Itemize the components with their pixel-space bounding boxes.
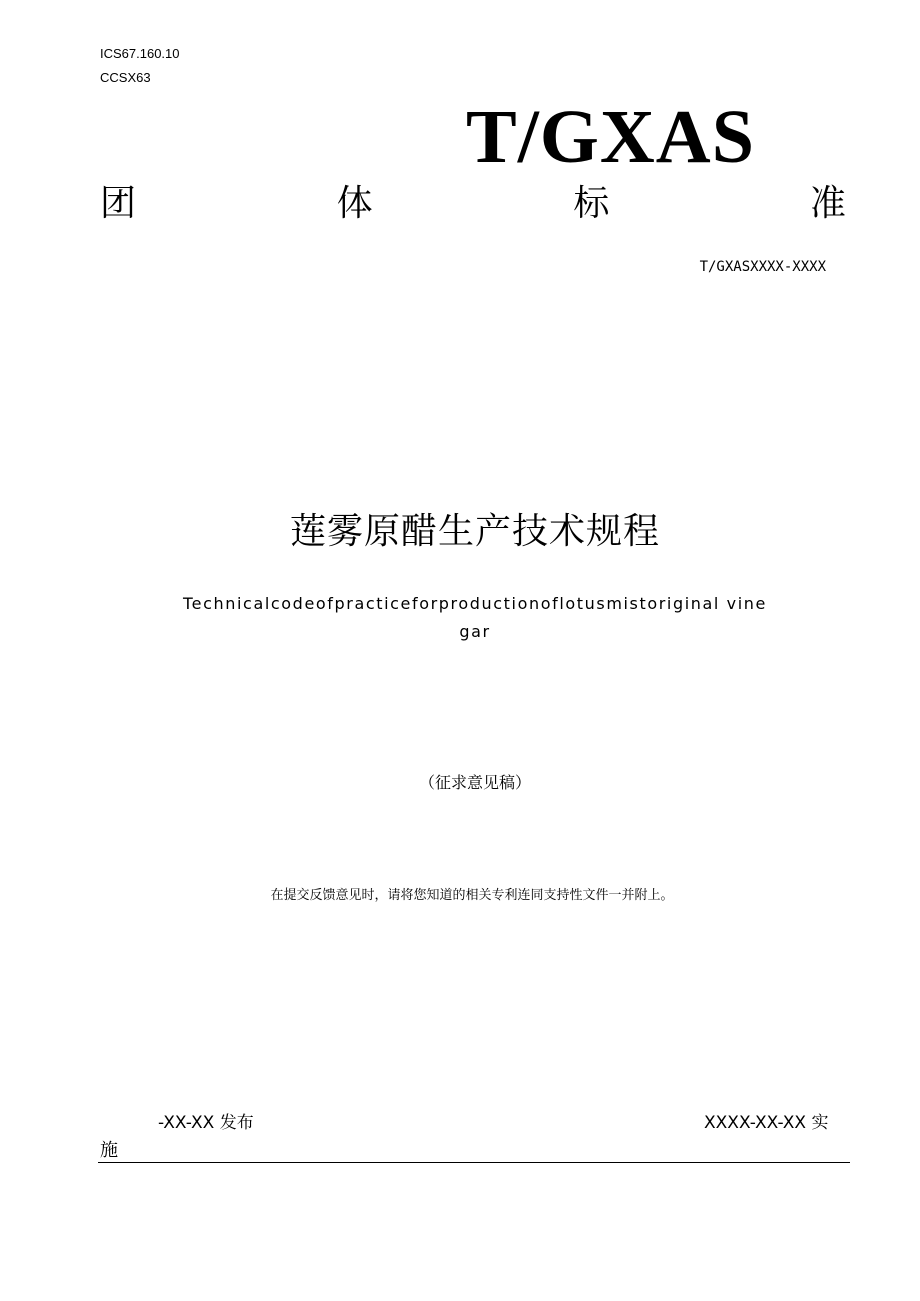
implement-date-wrap: 施 [100, 1140, 118, 1161]
standard-type-char: 准 [809, 183, 846, 224]
standard-type-char: 体 [336, 183, 373, 224]
patent-notice: 在提交反馈意见时，请将您知道的相关专利连同支持性文件一并附上。 [270, 888, 674, 903]
draft-label: （征求意见稿） [418, 773, 531, 792]
ics-code: ICS67.160.10 [100, 46, 180, 61]
standard-type-char: 团 [100, 183, 137, 224]
ccs-code: CCSX63 [100, 70, 151, 85]
standard-type-heading [100, 180, 846, 228]
footer-rule [98, 1162, 850, 1163]
document-title-chinese: 莲雾原醋生产技术规程 [289, 511, 660, 552]
standard-logo-text: T/GXAS [466, 95, 755, 179]
publish-date: -XX-XX 发布 [158, 1113, 254, 1133]
document-title-english: Technicalcodeofpracticeforproductionoflotusmistoriginal vinegar [183, 594, 767, 641]
standard-type-char: 标 [573, 183, 610, 224]
implement-date: XXXX-XX-XX 实 [704, 1113, 829, 1133]
standard-number: T/GXASXXXX-XXXX [699, 259, 826, 275]
